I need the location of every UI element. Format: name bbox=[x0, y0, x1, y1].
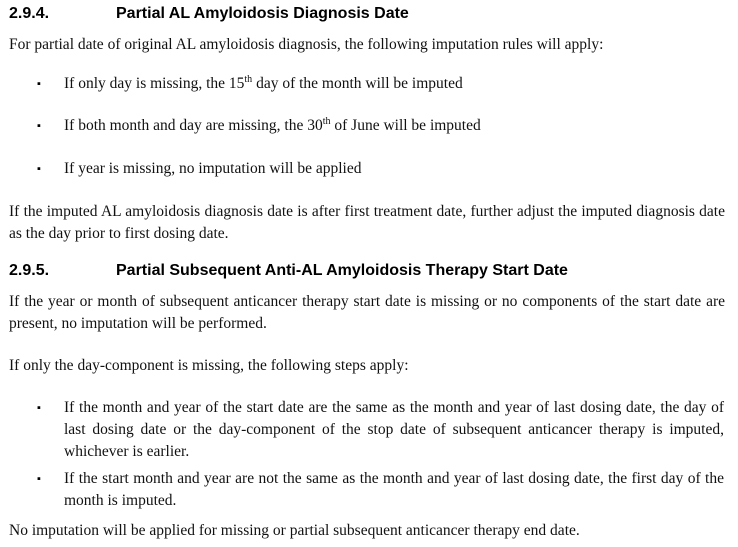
bullet-marker: ▪ bbox=[37, 473, 41, 485]
section-number: 2.9.5. bbox=[9, 262, 50, 279]
section-heading-2-9-4 bbox=[9, 5, 409, 23]
list-item-text: of June will be imputed bbox=[330, 117, 481, 134]
list-item-day-missing bbox=[64, 73, 724, 95]
closing-paragraph: No imputation will be applied for missing or partial subsequent anticancer therapy end date. bbox=[9, 522, 580, 539]
paragraph-missing-components: If the year or month of subsequent anticancer therapy start date is missing or no components of the start date are present, no imputation will be performed. bbox=[9, 293, 725, 332]
bullet-marker: ▪ bbox=[37, 120, 41, 132]
superscript: th bbox=[244, 74, 253, 85]
bullet-marker: ▪ bbox=[37, 78, 41, 90]
section-number: 2.9.4. bbox=[9, 5, 50, 22]
section-heading-2-9-5 bbox=[9, 262, 568, 280]
bullet-marker: ▪ bbox=[37, 402, 41, 414]
list-item-text: If both month and day are missing, the 30 bbox=[64, 117, 323, 134]
section-title: Partial Subsequent Anti-AL Amyloidosis Therapy Start Date bbox=[116, 262, 568, 279]
paragraph-day-missing: If only the day-component is missing, the following steps apply: bbox=[9, 357, 409, 374]
intro-paragraph: For partial date of original AL amyloidosis diagnosis, the following imputation rules will apply: bbox=[9, 36, 604, 53]
list-item-year-missing: If year is missing, no imputation will be applied bbox=[64, 160, 362, 177]
bullet-marker: ▪ bbox=[37, 163, 41, 175]
superscript: th bbox=[322, 116, 331, 127]
section-title: Partial AL Amyloidosis Diagnosis Date bbox=[116, 5, 409, 22]
list-item-month-day-missing bbox=[64, 115, 724, 137]
list-item-text: If only day is missing, the 15 bbox=[64, 75, 245, 92]
closing-paragraph: If the imputed AL amyloidosis diagnosis date is after first treatment date, further adjust the imputed diagnosis date as the day prior to first dosing date. bbox=[9, 203, 725, 242]
list-item-text: day of the month will be imputed bbox=[252, 75, 463, 92]
list-item-different-month-year: If the start month and year are not the same as the month and year of last dosing date, the first day of the month is imputed. bbox=[64, 470, 724, 509]
list-item-same-month-year: If the month and year of the start date are the same as the month and year of last dosing date, the day of last dosing date or the day-component of the stop date of subsequent anticancer therapy is imputed, whichever is earlier. bbox=[64, 399, 724, 460]
